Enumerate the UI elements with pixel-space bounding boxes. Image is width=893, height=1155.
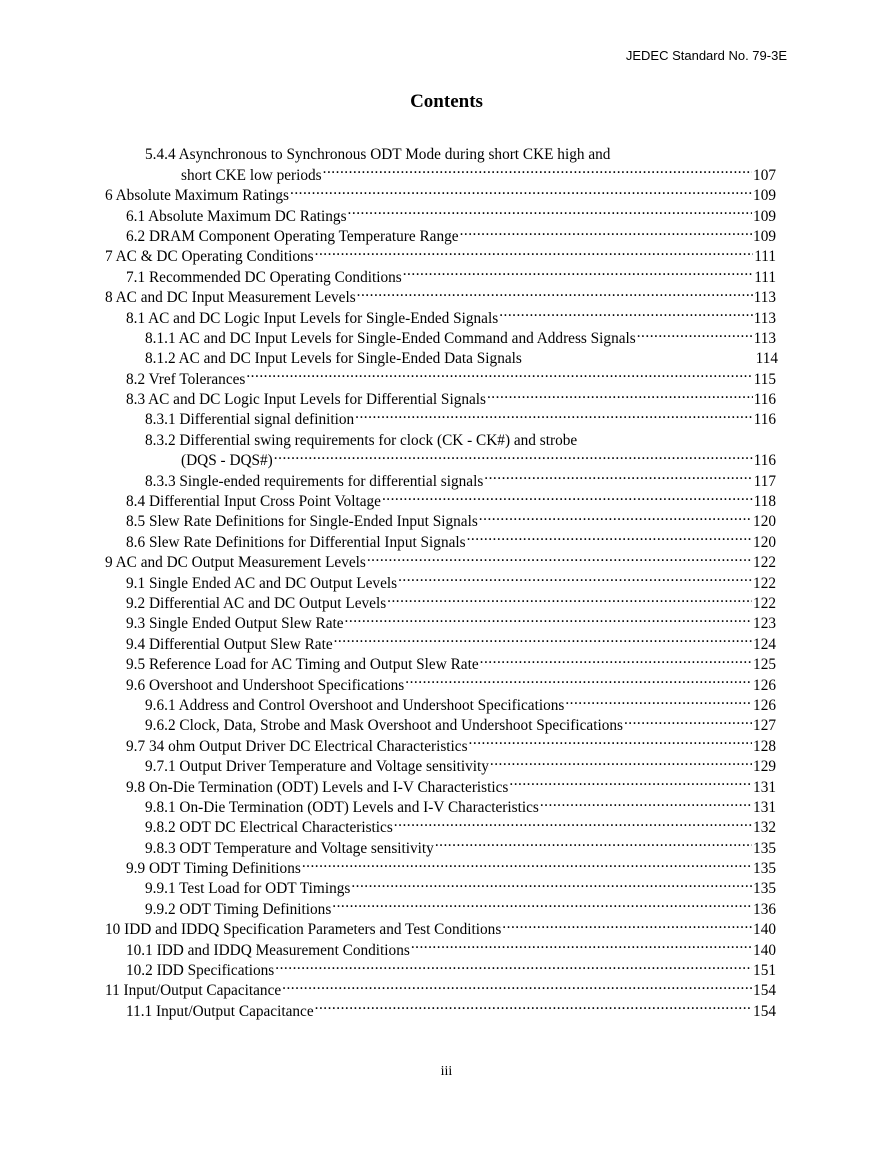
toc-entry-page: 129 xyxy=(753,758,776,776)
toc-entry-page: 107 xyxy=(753,166,776,184)
dot-leader xyxy=(246,363,752,383)
toc-entry-label: 8.1.1 AC and DC Input Levels for Single-Ended Command and Address Signals xyxy=(145,329,636,347)
dot-leader xyxy=(290,180,752,200)
dot-leader xyxy=(394,812,752,832)
toc-entry-label: 6.2 DRAM Component Operating Temperature Range xyxy=(126,227,459,245)
dot-leader xyxy=(367,547,752,567)
toc-entry-label: 7.1 Recommended DC Operating Conditions xyxy=(126,268,402,286)
toc-entry-label: 9 AC and DC Output Measurement Levels xyxy=(105,554,366,572)
toc-entry-label: 8.5 Slew Rate Definitions for Single-Ended Input Signals xyxy=(126,513,478,531)
toc-entry-page: 126 xyxy=(753,676,776,694)
toc-entry-label: 9.8.1 On-Die Termination (ODT) Levels and I-V Characteristics xyxy=(145,798,539,816)
toc-entry-label: 10 IDD and IDDQ Specification Parameters and Test Conditions xyxy=(105,921,502,939)
toc-entry-page: 109 xyxy=(753,187,776,205)
dot-leader xyxy=(323,159,752,179)
dot-leader xyxy=(467,526,752,546)
dot-leader xyxy=(460,221,752,241)
toc-entry-label: 9.6 Overshoot and Undershoot Specifications xyxy=(126,676,405,694)
dot-leader xyxy=(411,934,752,954)
dot-leader xyxy=(315,241,754,261)
toc-entry-page: 154 xyxy=(753,1002,776,1020)
dot-leader xyxy=(274,445,753,465)
toc-entry-label: 9.8.2 ODT DC Electrical Characteristics xyxy=(145,819,393,837)
toc-entry-label: 8.6 Slew Rate Definitions for Differential Input Signals xyxy=(126,533,466,551)
dot-leader xyxy=(499,302,752,322)
toc-entry-label: 7 AC & DC Operating Conditions xyxy=(105,248,314,266)
toc-entry-label: 8.3.2 Differential swing requirements for clock (CK - CK#) and strobe xyxy=(145,431,578,449)
toc-entry-page: 131 xyxy=(753,778,776,796)
dot-leader xyxy=(487,384,753,404)
toc-entry-page: 114 xyxy=(755,350,778,368)
dot-leader xyxy=(403,261,753,281)
toc-entry-page: 151 xyxy=(753,962,776,980)
dot-leader xyxy=(469,730,753,750)
toc-entry-page: 111 xyxy=(754,248,776,266)
dot-leader xyxy=(484,465,752,485)
toc-entry-label: 11 Input/Output Capacitance xyxy=(105,982,282,1000)
dot-leader xyxy=(302,853,752,873)
table-of-contents xyxy=(105,139,778,1020)
dot-leader xyxy=(382,486,753,506)
toc-entry-page: 109 xyxy=(753,207,776,225)
toc-entry-page: 140 xyxy=(753,921,776,939)
toc-entry-label: 6 Absolute Maximum Ratings xyxy=(105,187,289,205)
toc-entry-label: 9.9.2 ODT Timing Definitions xyxy=(145,900,332,918)
dot-leader xyxy=(398,567,752,587)
dot-leader xyxy=(479,506,752,526)
toc-entry-label: 8.1 AC and DC Logic Input Levels for Single-Ended Signals xyxy=(126,309,499,327)
toc-entry-page: 128 xyxy=(753,737,776,755)
dot-leader xyxy=(348,200,753,220)
toc-entry-label: 10.1 IDD and IDDQ Measurement Conditions xyxy=(126,941,410,959)
toc-entry-page: 122 xyxy=(753,574,776,592)
dot-leader xyxy=(387,588,752,608)
toc-entry-page: 118 xyxy=(753,493,776,511)
toc-entry-label: 9.6.1 Address and Control Overshoot and Undershoot Specifications xyxy=(145,696,565,714)
toc-entry-page: 113 xyxy=(753,329,776,347)
dot-leader xyxy=(357,282,753,302)
dot-leader xyxy=(611,139,777,159)
toc-entry-page: 115 xyxy=(753,370,776,388)
dot-leader xyxy=(332,893,752,913)
toc-entry-label: 9.9.1 Test Load for ODT Timings xyxy=(145,880,351,898)
toc-entry-page: 111 xyxy=(754,268,776,286)
dot-leader xyxy=(315,995,752,1015)
dot-leader xyxy=(355,404,752,424)
dot-leader xyxy=(578,424,777,444)
toc-entry-label: (DQS - DQS#) xyxy=(181,452,273,470)
page-title: Contents xyxy=(410,91,483,112)
toc-entry-label: 8.3.1 Differential signal definition xyxy=(145,411,355,429)
toc-entry-page: 127 xyxy=(753,717,776,735)
dot-leader xyxy=(540,792,752,812)
toc-entry-page: 124 xyxy=(753,635,776,653)
toc-entry-page: 120 xyxy=(753,533,776,551)
toc-entry-page: 122 xyxy=(753,554,776,572)
toc-entry-page: 131 xyxy=(753,798,776,816)
toc-entry-page: 154 xyxy=(753,982,776,1000)
toc-entry-page: 125 xyxy=(753,656,776,674)
toc-entry-page: 116 xyxy=(753,391,776,409)
toc-entry-label: 8.4 Differential Input Cross Point Voltage xyxy=(126,493,381,511)
dot-leader xyxy=(490,751,752,771)
toc-entry-page: 116 xyxy=(753,411,776,429)
toc-entry-label: 9.8.3 ODT Temperature and Voltage sensitivity xyxy=(145,839,434,857)
toc-entry-page: 123 xyxy=(753,615,776,633)
toc-entry-page: 140 xyxy=(753,941,776,959)
dot-leader xyxy=(523,343,755,363)
dot-leader xyxy=(480,649,752,669)
toc-entry-page: 136 xyxy=(753,900,776,918)
dot-leader xyxy=(345,608,753,628)
toc-entry-page: 132 xyxy=(753,819,776,837)
toc-entry-page: 109 xyxy=(753,227,776,245)
toc-entry-label: short CKE low periods xyxy=(181,166,322,184)
toc-entry-page: 113 xyxy=(753,289,776,307)
dot-leader xyxy=(624,710,752,730)
dot-leader xyxy=(405,669,752,689)
toc-entry-label: 8.3.3 Single-ended requirements for differential signals xyxy=(145,472,484,490)
page-number: iii xyxy=(440,1064,453,1079)
toc-entry-label: 6.1 Absolute Maximum DC Ratings xyxy=(126,207,347,225)
toc-entry-page: 113 xyxy=(753,309,776,327)
dot-leader xyxy=(435,832,752,852)
toc-entry-label: 8.2 Vref Tolerances xyxy=(126,370,246,388)
toc-entry-label: 9.4 Differential Output Slew Rate xyxy=(126,635,333,653)
toc-entry-label: 8 AC and DC Input Measurement Levels xyxy=(105,289,356,307)
toc-entry-label: 9.7 34 ohm Output Driver DC Electrical Characteristics xyxy=(126,737,468,755)
toc-entry-page: 126 xyxy=(753,696,776,714)
toc-entry[interactable] xyxy=(105,139,776,164)
toc-entry-page: 122 xyxy=(753,594,776,612)
dot-leader xyxy=(502,914,752,934)
toc-entry-label: 9.8 On-Die Termination (ODT) Levels and I-V Characteristics xyxy=(126,778,509,796)
document-header: JEDEC Standard No. 79-3E xyxy=(625,48,787,63)
dot-leader xyxy=(334,628,752,648)
toc-entry-label: 8.1.2 AC and DC Input Levels for Single-Ended Data Signals xyxy=(145,350,522,368)
dot-leader xyxy=(351,873,752,893)
toc-entry-label: 10.2 IDD Specifications xyxy=(126,962,275,980)
toc-entry-page: 135 xyxy=(753,860,776,878)
toc-entry-label: 9.1 Single Ended AC and DC Output Levels xyxy=(126,574,398,592)
toc-entry-label: 9.2 Differential AC and DC Output Levels xyxy=(126,594,387,612)
toc-entry-label: 5.4.4 Asynchronous to Synchronous ODT Mode during short CKE high and xyxy=(145,146,611,164)
toc-entry-label: 9.7.1 Output Driver Temperature and Voltage sensitivity xyxy=(145,758,489,776)
dot-leader xyxy=(509,771,752,791)
toc-entry-page: 135 xyxy=(753,880,776,898)
toc-entry-page: 117 xyxy=(753,472,776,490)
toc-entry-label: 9.3 Single Ended Output Slew Rate xyxy=(126,615,344,633)
toc-entry-page: 135 xyxy=(753,839,776,857)
toc-entry-label: 8.3 AC and DC Logic Input Levels for Differential Signals xyxy=(126,391,486,409)
dot-leader xyxy=(565,690,752,710)
dot-leader xyxy=(275,955,752,975)
toc-entry-page: 116 xyxy=(753,452,776,470)
dot-leader xyxy=(282,975,752,995)
toc-entry-label: 9.6.2 Clock, Data, Strobe and Mask Overshoot and Undershoot Specifications xyxy=(145,717,623,735)
toc-entry-label: 11.1 Input/Output Capacitance xyxy=(126,1002,314,1020)
toc-entry-page: 120 xyxy=(753,513,776,531)
toc-entry-label: 9.5 Reference Load for AC Timing and Output Slew Rate xyxy=(126,656,479,674)
dot-leader xyxy=(637,323,753,343)
toc-entry-label: 9.9 ODT Timing Definitions xyxy=(126,860,301,878)
